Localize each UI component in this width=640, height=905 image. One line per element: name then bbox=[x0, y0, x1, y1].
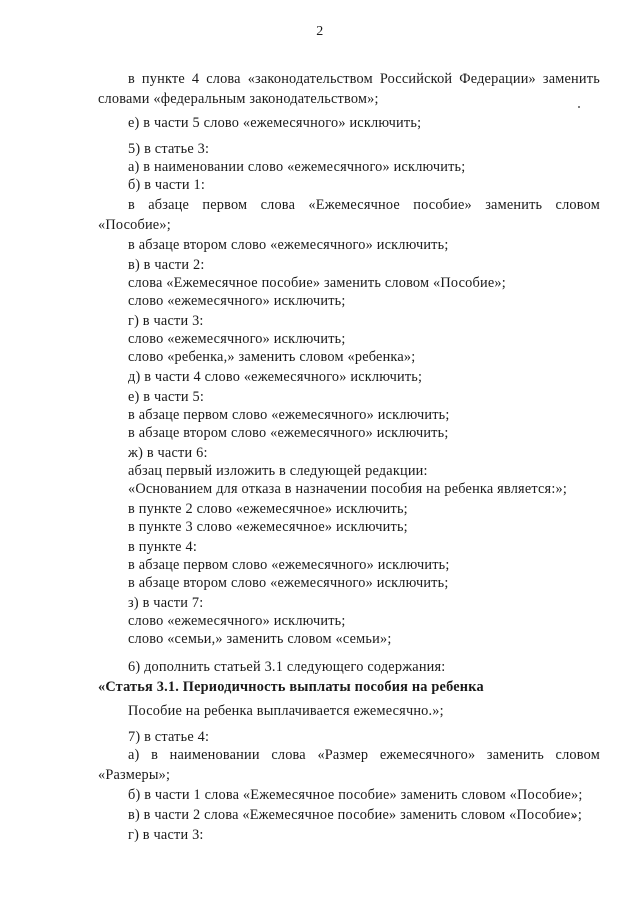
text-line: в) в части 2: bbox=[128, 257, 205, 273]
text-line: б) в части 1 слова «Ежемесячное пособие» заменить словом «Пособие»; bbox=[128, 787, 583, 803]
text-line: слово «ежемесячного» исключить; bbox=[128, 293, 346, 309]
text-line: в абзаце первом слово «ежемесячного» исключить; bbox=[128, 557, 450, 573]
text-line: 6) дополнить статьей 3.1 следующего содержания: bbox=[128, 659, 446, 675]
text-line: Пособие на ребенка выплачивается ежемесячно.»; bbox=[128, 703, 444, 719]
text-line: слова «Ежемесячное пособие» заменить словом «Пособие»; bbox=[128, 275, 506, 291]
text-line: е) в части 5 слово «ежемесячного» исключить; bbox=[128, 115, 422, 131]
text-line: «Пособие»; bbox=[98, 217, 171, 233]
text-line: в пункте 3 слово «ежемесячное» исключить; bbox=[128, 519, 408, 535]
text-line: в абзаце первом слово «ежемесячного» исключить; bbox=[128, 407, 450, 423]
article-heading: «Статья 3.1. Периодичность выплаты пособия на ребенка bbox=[98, 679, 484, 695]
text-line: д) в части 4 слово «ежемесячного» исключить; bbox=[128, 369, 423, 385]
text-line: в абзаце втором слово «ежемесячного» исключить; bbox=[128, 575, 449, 591]
text-line: а) в наименовании слова «Размер ежемесячного» заменить словом bbox=[128, 747, 600, 763]
text-line: слово «семьи,» заменить словом «семьи»; bbox=[128, 631, 392, 647]
text-line: з) в части 7: bbox=[128, 595, 204, 611]
text-line: б) в части 1: bbox=[128, 177, 206, 193]
text-line: в абзаце втором слово «ежемесячного» исключить; bbox=[128, 425, 449, 441]
scan-speck bbox=[578, 106, 580, 108]
text-line: 7) в статье 4: bbox=[128, 729, 210, 745]
text-line: слово «ежемесячного» исключить; bbox=[128, 331, 346, 347]
text-line: г) в части 3: bbox=[128, 313, 204, 329]
text-line: е) в части 5: bbox=[128, 389, 205, 405]
text-line: в абзаце втором слово «ежемесячного» исключить; bbox=[128, 237, 449, 253]
text-line: «Размеры»; bbox=[98, 767, 171, 783]
text-line: абзац первый изложить в следующей редакции: bbox=[128, 463, 428, 479]
text-line: в) в части 2 слова «Ежемесячное пособие» заменить словом «Пособие»; bbox=[128, 807, 582, 823]
text-line: в пункте 4 слова «законодательством Российской Федерации» заменить bbox=[128, 71, 600, 87]
text-line: г) в части 3: bbox=[128, 827, 204, 843]
text-line: а) в наименовании слово «ежемесячного» исключить; bbox=[128, 159, 466, 175]
page-number: 2 bbox=[316, 24, 324, 39]
text-line: слово «ежемесячного» исключить; bbox=[128, 613, 346, 629]
text-line: в пункте 4: bbox=[128, 539, 198, 555]
text-line: «Основанием для отказа в назначении пособия на ребенка является:»; bbox=[128, 481, 568, 497]
text-line: в абзаце первом слова «Ежемесячное пособие» заменить словом bbox=[128, 197, 600, 213]
text-line: в пункте 2 слово «ежемесячное» исключить; bbox=[128, 501, 408, 517]
text-line: 5) в статье 3: bbox=[128, 141, 210, 157]
text-line: словами «федеральным законодательством»; bbox=[98, 91, 379, 107]
text-line: слово «ребенка,» заменить словом «ребенка»; bbox=[128, 349, 416, 365]
text-line: ж) в части 6: bbox=[128, 445, 208, 461]
